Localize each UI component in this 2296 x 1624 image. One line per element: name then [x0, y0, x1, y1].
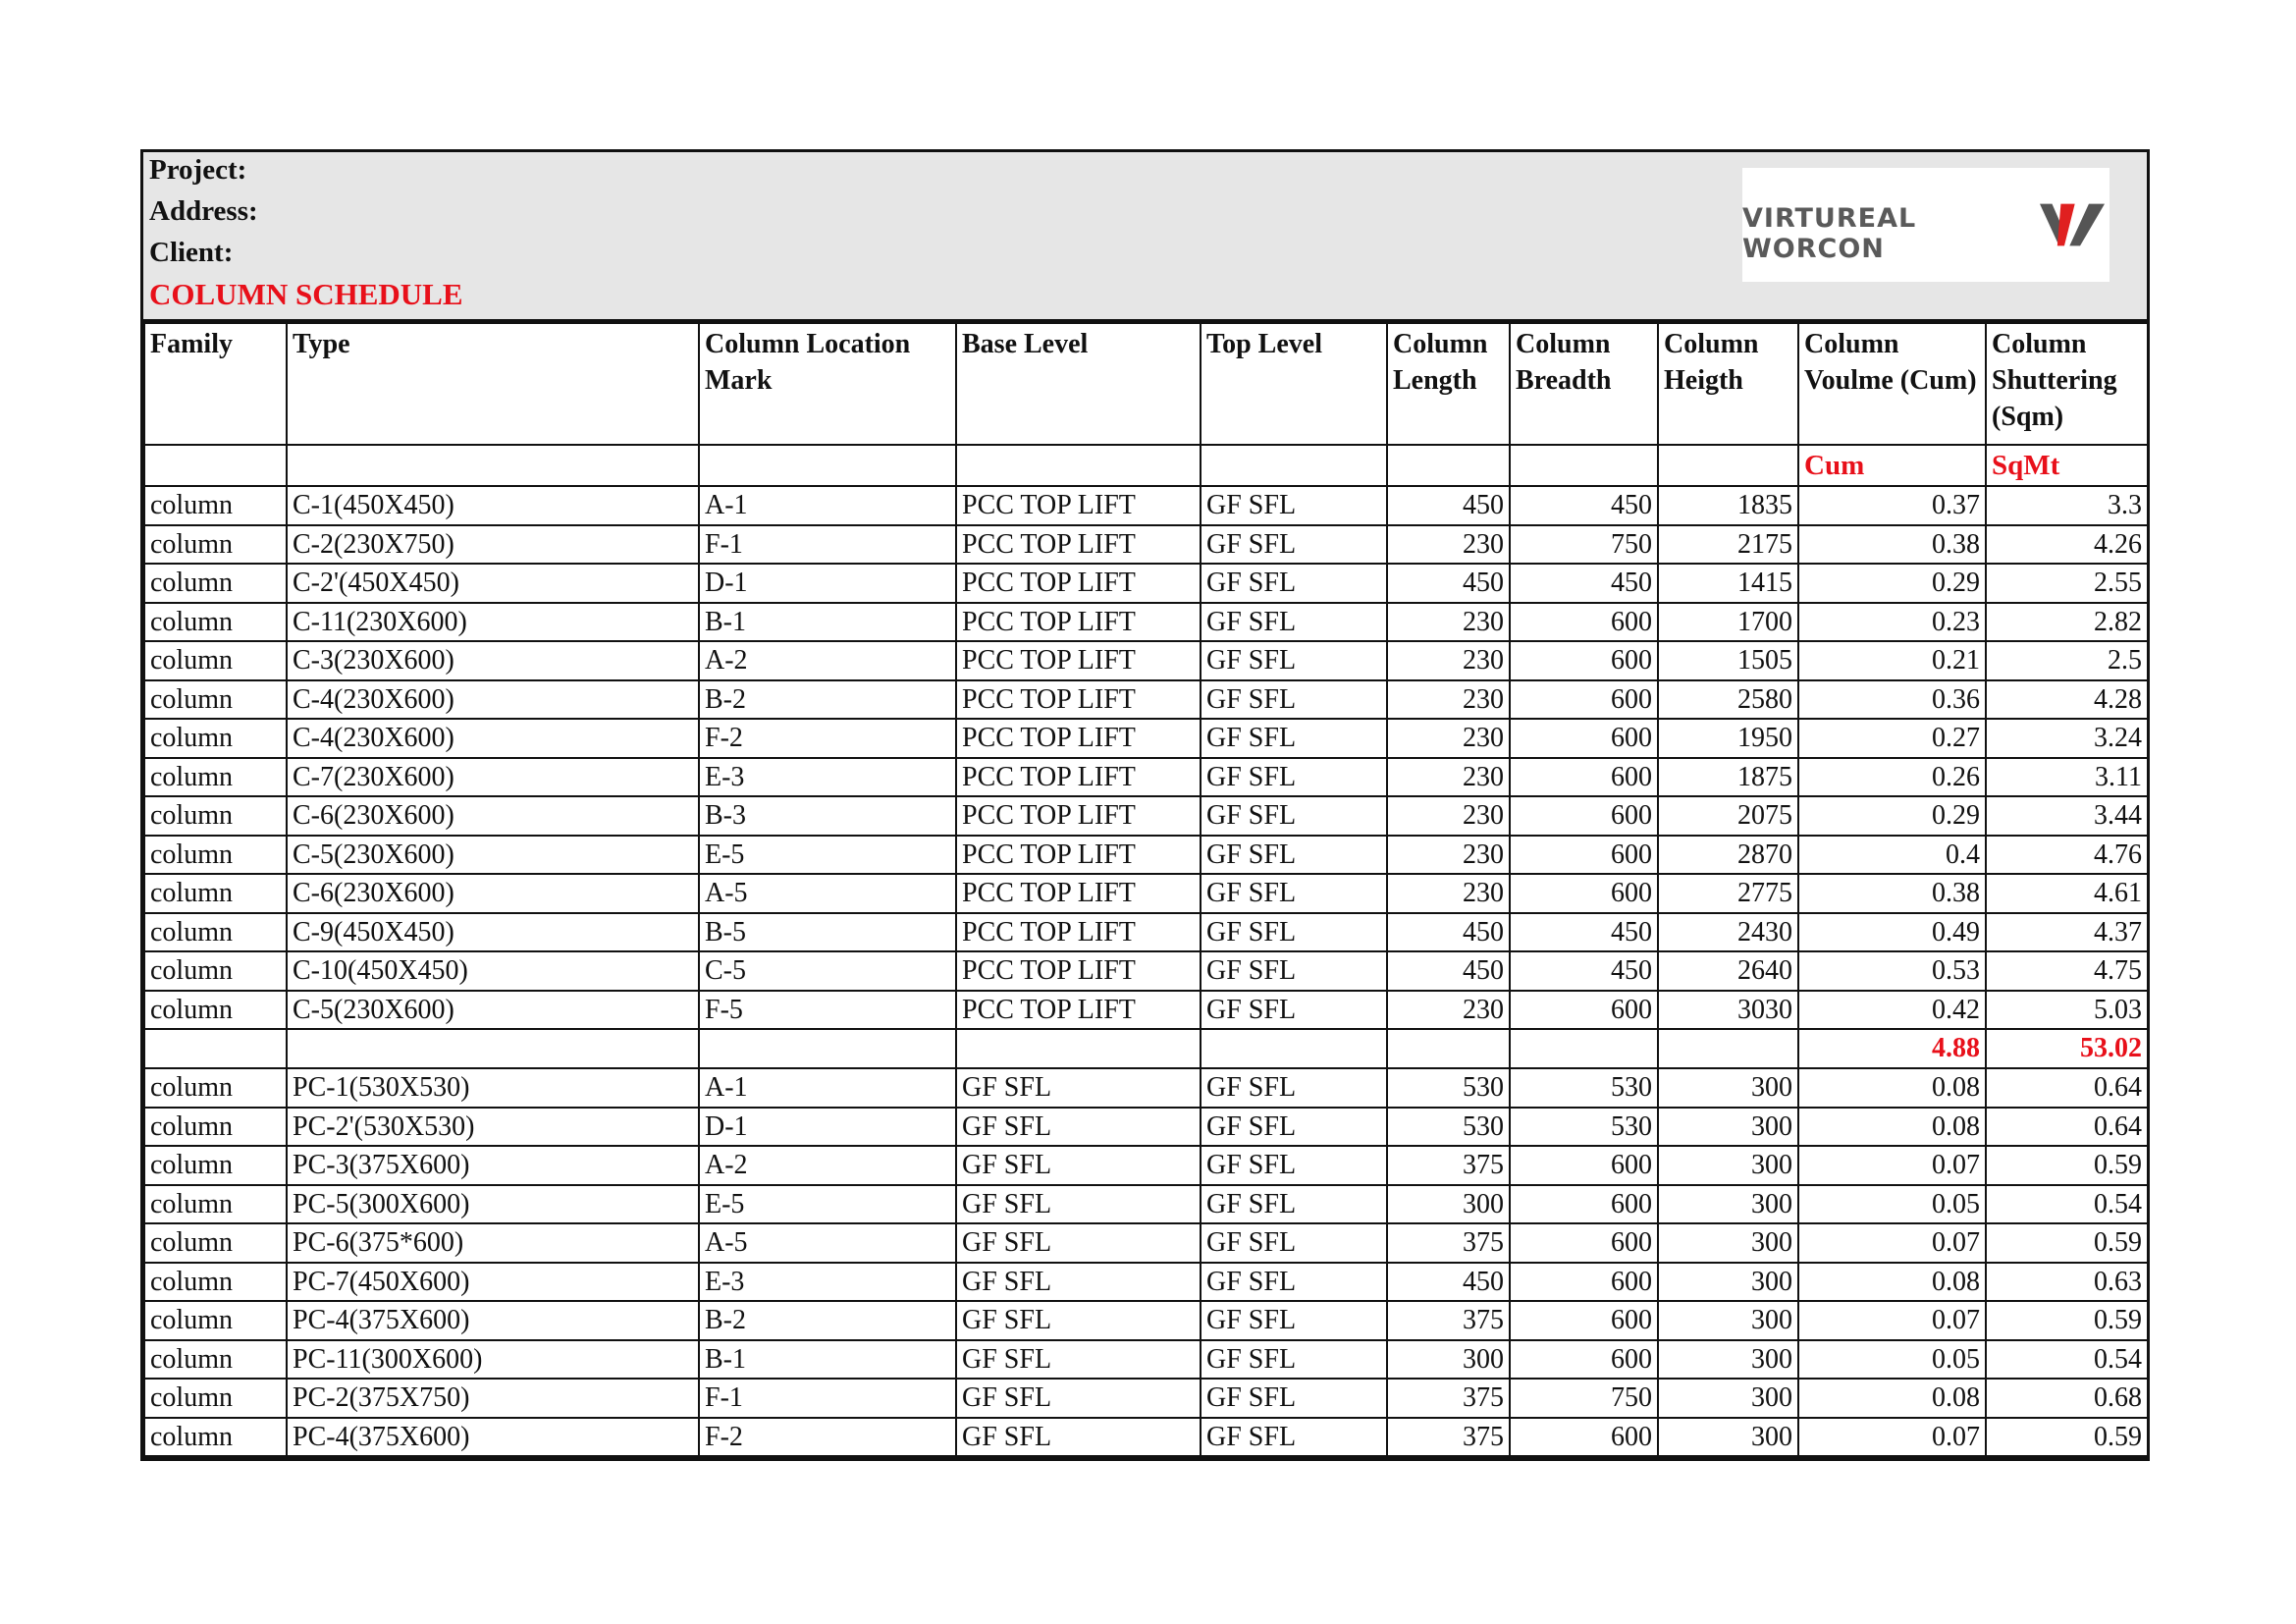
- cell-family: column: [144, 836, 287, 875]
- cell-height: 2075: [1658, 796, 1798, 836]
- cell-volume: 0.4: [1798, 836, 1986, 875]
- cell-height: 300: [1658, 1108, 1798, 1147]
- cell-length: 230: [1387, 641, 1510, 680]
- cell-height: 2430: [1658, 913, 1798, 952]
- cell-length: 530: [1387, 1068, 1510, 1108]
- cell-shuttering: 0.59: [1986, 1418, 2148, 1457]
- cell-top-level: GF SFL: [1201, 1223, 1387, 1263]
- cell-volume: 0.27: [1798, 719, 1986, 758]
- cell-family: column: [144, 874, 287, 913]
- cell-shuttering: 2.5: [1986, 641, 2148, 680]
- cell-family: column: [144, 680, 287, 720]
- cell-length: 375: [1387, 1146, 1510, 1185]
- cell-top-level: GF SFL: [1201, 1418, 1387, 1457]
- cell-base-level: PCC TOP LIFT: [956, 951, 1201, 991]
- cell-base-level: PCC TOP LIFT: [956, 913, 1201, 952]
- cell-breadth: 600: [1510, 1185, 1658, 1224]
- table-row: [144, 1379, 2148, 1418]
- table-row: [144, 991, 2148, 1030]
- cell-volume: 0.53: [1798, 951, 1986, 991]
- table-row: [144, 913, 2148, 952]
- table-row: [144, 874, 2148, 913]
- cell-family: column: [144, 1146, 287, 1185]
- cell-base-level: PCC TOP LIFT: [956, 486, 1201, 525]
- cell-base-level: PCC TOP LIFT: [956, 991, 1201, 1030]
- cell-family: column: [144, 951, 287, 991]
- cell-volume: 0.29: [1798, 564, 1986, 603]
- cell-type: PC-6(375*600): [287, 1223, 699, 1263]
- cell-shuttering: 3.3: [1986, 486, 2148, 525]
- cell-breadth: 600: [1510, 1418, 1658, 1457]
- cell-base-level: GF SFL: [956, 1068, 1201, 1108]
- cell-type: C-7(230X600): [287, 758, 699, 797]
- logo-text: VIRTUREAL WORCON: [1742, 203, 1917, 264]
- cell-top-level: GF SFL: [1201, 1379, 1387, 1418]
- cell-height: 300: [1658, 1068, 1798, 1108]
- cell-location-mark: B-2: [699, 680, 956, 720]
- cell-length: 530: [1387, 1108, 1510, 1147]
- cell-top-level: GF SFL: [1201, 641, 1387, 680]
- cell-volume: 0.29: [1798, 796, 1986, 836]
- cell-height: 300: [1658, 1379, 1798, 1418]
- header-height: Column Heigth: [1658, 323, 1798, 445]
- cell-length: 450: [1387, 951, 1510, 991]
- cell-breadth: 600: [1510, 758, 1658, 797]
- cell-type: C-3(230X600): [287, 641, 699, 680]
- cell-family: column: [144, 991, 287, 1030]
- cell-location-mark: B-1: [699, 1340, 956, 1380]
- cell-breadth: 450: [1510, 486, 1658, 525]
- cell-height: 2580: [1658, 680, 1798, 720]
- cell-family: column: [144, 603, 287, 642]
- cell-breadth: 600: [1510, 1301, 1658, 1340]
- cell-height: 300: [1658, 1340, 1798, 1380]
- empty-cell: [1510, 1029, 1658, 1068]
- cell-family: column: [144, 564, 287, 603]
- cell-volume: 0.21: [1798, 641, 1986, 680]
- cell-top-level: GF SFL: [1201, 874, 1387, 913]
- table-row: [144, 1108, 2148, 1147]
- cell-shuttering: 5.03: [1986, 991, 2148, 1030]
- cell-length: 230: [1387, 991, 1510, 1030]
- cell-breadth: 530: [1510, 1068, 1658, 1108]
- header-family: Family: [144, 323, 287, 445]
- cell-family: column: [144, 1301, 287, 1340]
- cell-type: PC-1(530X530): [287, 1068, 699, 1108]
- cell-base-level: PCC TOP LIFT: [956, 836, 1201, 875]
- cell-length: 300: [1387, 1185, 1510, 1224]
- cell-shuttering: 0.63: [1986, 1263, 2148, 1302]
- table-row: [144, 1340, 2148, 1380]
- cell-type: PC-11(300X600): [287, 1340, 699, 1380]
- cell-shuttering: 4.37: [1986, 913, 2148, 952]
- empty-cell: [144, 1029, 287, 1068]
- column-header-row: [144, 323, 2148, 445]
- cell-family: column: [144, 758, 287, 797]
- cell-top-level: GF SFL: [1201, 719, 1387, 758]
- cell-type: C-11(230X600): [287, 603, 699, 642]
- cell-breadth: 600: [1510, 836, 1658, 875]
- cell-location-mark: A-2: [699, 641, 956, 680]
- cell-shuttering: 2.82: [1986, 603, 2148, 642]
- cell-length: 230: [1387, 719, 1510, 758]
- cell-location-mark: E-3: [699, 1263, 956, 1302]
- cell-shuttering: 3.24: [1986, 719, 2148, 758]
- cell-volume: 0.07: [1798, 1418, 1986, 1457]
- cell-base-level: PCC TOP LIFT: [956, 719, 1201, 758]
- cell-family: column: [144, 525, 287, 565]
- cell-family: column: [144, 1108, 287, 1147]
- empty-cell: [956, 1029, 1201, 1068]
- cell-top-level: GF SFL: [1201, 486, 1387, 525]
- cell-length: 450: [1387, 564, 1510, 603]
- table-row: [144, 1223, 2148, 1263]
- empty-cell: [1201, 1029, 1387, 1068]
- cell-family: column: [144, 1185, 287, 1224]
- schedule-table: [143, 322, 2149, 1458]
- cell-type: PC-4(375X600): [287, 1301, 699, 1340]
- cell-volume: 0.07: [1798, 1301, 1986, 1340]
- cell-volume: 0.07: [1798, 1223, 1986, 1263]
- total-shuttering: 53.02: [1986, 1029, 2148, 1068]
- cell-length: 450: [1387, 913, 1510, 952]
- cell-base-level: PCC TOP LIFT: [956, 758, 1201, 797]
- cell-top-level: GF SFL: [1201, 1068, 1387, 1108]
- cell-shuttering: 2.55: [1986, 564, 2148, 603]
- header-volume: Column Voulme (Cum): [1798, 323, 1986, 445]
- cell-shuttering: 4.28: [1986, 680, 2148, 720]
- units-row: [144, 445, 2148, 486]
- cell-location-mark: B-5: [699, 913, 956, 952]
- cell-volume: 0.08: [1798, 1379, 1986, 1418]
- cell-location-mark: B-2: [699, 1301, 956, 1340]
- cell-height: 3030: [1658, 991, 1798, 1030]
- cell-breadth: 600: [1510, 991, 1658, 1030]
- cell-volume: 0.08: [1798, 1068, 1986, 1108]
- cell-length: 230: [1387, 758, 1510, 797]
- cell-volume: 0.08: [1798, 1108, 1986, 1147]
- cell-breadth: 750: [1510, 525, 1658, 565]
- cell-family: column: [144, 719, 287, 758]
- empty-cell: [1387, 1029, 1510, 1068]
- cell-location-mark: F-1: [699, 525, 956, 565]
- cell-shuttering: 4.76: [1986, 836, 2148, 875]
- cell-type: C-4(230X600): [287, 719, 699, 758]
- table-row: [144, 758, 2148, 797]
- client-label: Client:: [149, 237, 234, 268]
- cell-type: C-5(230X600): [287, 991, 699, 1030]
- cell-height: 1950: [1658, 719, 1798, 758]
- document-header: [143, 152, 2147, 322]
- empty-cell: [287, 1029, 699, 1068]
- cell-breadth: 450: [1510, 951, 1658, 991]
- logo-w-mark-icon: [2040, 197, 2109, 252]
- cell-location-mark: A-1: [699, 1068, 956, 1108]
- table-row: [144, 641, 2148, 680]
- cell-base-level: GF SFL: [956, 1301, 1201, 1340]
- cell-height: 300: [1658, 1263, 1798, 1302]
- table-row: [144, 1146, 2148, 1185]
- cell-volume: 0.38: [1798, 525, 1986, 565]
- cell-base-level: PCC TOP LIFT: [956, 874, 1201, 913]
- header-breadth: Column Breadth: [1510, 323, 1658, 445]
- cell-base-level: PCC TOP LIFT: [956, 641, 1201, 680]
- cell-location-mark: D-1: [699, 564, 956, 603]
- cell-type: PC-5(300X600): [287, 1185, 699, 1224]
- cell-height: 300: [1658, 1185, 1798, 1224]
- cell-height: 300: [1658, 1146, 1798, 1185]
- address-label: Address:: [149, 195, 258, 227]
- cell-base-level: PCC TOP LIFT: [956, 525, 1201, 565]
- cell-type: PC-2'(530X530): [287, 1108, 699, 1147]
- cell-height: 2175: [1658, 525, 1798, 565]
- cell-location-mark: B-1: [699, 603, 956, 642]
- table-row: [144, 836, 2148, 875]
- cell-top-level: GF SFL: [1201, 913, 1387, 952]
- cell-volume: 0.23: [1798, 603, 1986, 642]
- cell-breadth: 600: [1510, 1146, 1658, 1185]
- cell-shuttering: 0.64: [1986, 1068, 2148, 1108]
- column-schedule-sheet: [140, 149, 2150, 1461]
- cell-height: 1415: [1658, 564, 1798, 603]
- cell-location-mark: D-1: [699, 1108, 956, 1147]
- cell-location-mark: E-5: [699, 836, 956, 875]
- cell-breadth: 750: [1510, 1379, 1658, 1418]
- cell-shuttering: 3.44: [1986, 796, 2148, 836]
- cell-length: 300: [1387, 1340, 1510, 1380]
- table-row: [144, 1418, 2148, 1457]
- cell-top-level: GF SFL: [1201, 991, 1387, 1030]
- table-row: [144, 796, 2148, 836]
- cell-breadth: 530: [1510, 1108, 1658, 1147]
- cell-location-mark: A-5: [699, 874, 956, 913]
- cell-length: 230: [1387, 796, 1510, 836]
- cell-breadth: 450: [1510, 564, 1658, 603]
- table-row: [144, 1301, 2148, 1340]
- cell-top-level: GF SFL: [1201, 680, 1387, 720]
- cell-location-mark: F-1: [699, 1379, 956, 1418]
- shuttering-unit: SqMt: [1986, 445, 2148, 486]
- header-length: Column Length: [1387, 323, 1510, 445]
- cell-family: column: [144, 1418, 287, 1457]
- cell-shuttering: 0.59: [1986, 1146, 2148, 1185]
- cell-type: PC-2(375X750): [287, 1379, 699, 1418]
- table-row: [144, 951, 2148, 991]
- cell-height: 300: [1658, 1418, 1798, 1457]
- cell-volume: 0.08: [1798, 1263, 1986, 1302]
- project-label: Project:: [149, 154, 247, 186]
- cell-base-level: GF SFL: [956, 1146, 1201, 1185]
- cell-type: PC-7(450X600): [287, 1263, 699, 1302]
- cell-type: C-6(230X600): [287, 874, 699, 913]
- cell-breadth: 600: [1510, 1263, 1658, 1302]
- cell-length: 450: [1387, 1263, 1510, 1302]
- cell-length: 375: [1387, 1418, 1510, 1457]
- cell-volume: 0.49: [1798, 913, 1986, 952]
- cell-base-level: GF SFL: [956, 1340, 1201, 1380]
- cell-height: 1700: [1658, 603, 1798, 642]
- volume-unit: Cum: [1798, 445, 1986, 486]
- cell-type: C-10(450X450): [287, 951, 699, 991]
- cell-height: 300: [1658, 1301, 1798, 1340]
- table-row: [144, 525, 2148, 565]
- cell-volume: 0.42: [1798, 991, 1986, 1030]
- cell-type: PC-3(375X600): [287, 1146, 699, 1185]
- cell-breadth: 600: [1510, 641, 1658, 680]
- cell-type: C-2'(450X450): [287, 564, 699, 603]
- cell-family: column: [144, 1379, 287, 1418]
- cell-volume: 0.26: [1798, 758, 1986, 797]
- cell-height: 1505: [1658, 641, 1798, 680]
- cell-location-mark: C-5: [699, 951, 956, 991]
- cell-length: 230: [1387, 603, 1510, 642]
- cell-volume: 0.07: [1798, 1146, 1986, 1185]
- cell-volume: 0.36: [1798, 680, 1986, 720]
- page-title: COLUMN SCHEDULE: [149, 277, 463, 311]
- cell-type: C-5(230X600): [287, 836, 699, 875]
- cell-base-level: GF SFL: [956, 1223, 1201, 1263]
- cell-shuttering: 4.61: [1986, 874, 2148, 913]
- cell-length: 375: [1387, 1223, 1510, 1263]
- cell-shuttering: 0.59: [1986, 1301, 2148, 1340]
- cell-family: column: [144, 1263, 287, 1302]
- cell-shuttering: 4.26: [1986, 525, 2148, 565]
- table-row: [144, 680, 2148, 720]
- cell-family: column: [144, 641, 287, 680]
- cell-length: 375: [1387, 1379, 1510, 1418]
- cell-breadth: 450: [1510, 913, 1658, 952]
- cell-length: 450: [1387, 486, 1510, 525]
- cell-type: C-1(450X450): [287, 486, 699, 525]
- cell-top-level: GF SFL: [1201, 1185, 1387, 1224]
- header-location-mark: Column Location Mark: [699, 323, 956, 445]
- table-row: [144, 1263, 2148, 1302]
- header-shuttering: Column Shuttering (Sqm): [1986, 323, 2148, 445]
- cell-base-level: PCC TOP LIFT: [956, 796, 1201, 836]
- company-logo: [1742, 168, 2109, 282]
- cell-base-level: GF SFL: [956, 1379, 1201, 1418]
- table-row: [144, 1068, 2148, 1108]
- cell-shuttering: 3.11: [1986, 758, 2148, 797]
- cell-type: PC-4(375X600): [287, 1418, 699, 1457]
- cell-type: C-4(230X600): [287, 680, 699, 720]
- cell-height: 2775: [1658, 874, 1798, 913]
- header-type: Type: [287, 323, 699, 445]
- cell-shuttering: 0.59: [1986, 1223, 2148, 1263]
- cell-location-mark: F-2: [699, 1418, 956, 1457]
- cell-breadth: 600: [1510, 719, 1658, 758]
- cell-volume: 0.05: [1798, 1185, 1986, 1224]
- cell-length: 230: [1387, 874, 1510, 913]
- cell-location-mark: F-5: [699, 991, 956, 1030]
- cell-base-level: GF SFL: [956, 1418, 1201, 1457]
- cell-top-level: GF SFL: [1201, 1301, 1387, 1340]
- cell-type: C-9(450X450): [287, 913, 699, 952]
- cell-top-level: GF SFL: [1201, 525, 1387, 565]
- cell-breadth: 600: [1510, 603, 1658, 642]
- cell-breadth: 600: [1510, 680, 1658, 720]
- cell-shuttering: 0.64: [1986, 1108, 2148, 1147]
- cell-volume: 0.38: [1798, 874, 1986, 913]
- cell-height: 1835: [1658, 486, 1798, 525]
- table-row: [144, 1185, 2148, 1224]
- cell-length: 375: [1387, 1301, 1510, 1340]
- cell-volume: 0.37: [1798, 486, 1986, 525]
- table-row: [144, 719, 2148, 758]
- total-volume: 4.88: [1798, 1029, 1986, 1068]
- table-row: [144, 603, 2148, 642]
- cell-base-level: GF SFL: [956, 1263, 1201, 1302]
- empty-cell: [699, 1029, 956, 1068]
- cell-base-level: GF SFL: [956, 1185, 1201, 1224]
- cell-top-level: GF SFL: [1201, 836, 1387, 875]
- cell-breadth: 600: [1510, 1340, 1658, 1380]
- cell-base-level: GF SFL: [956, 1108, 1201, 1147]
- cell-height: 2870: [1658, 836, 1798, 875]
- cell-volume: 0.05: [1798, 1340, 1986, 1380]
- cell-breadth: 600: [1510, 1223, 1658, 1263]
- cell-type: C-2(230X750): [287, 525, 699, 565]
- cell-length: 230: [1387, 525, 1510, 565]
- cell-family: column: [144, 913, 287, 952]
- cell-location-mark: A-1: [699, 486, 956, 525]
- cell-breadth: 600: [1510, 874, 1658, 913]
- cell-location-mark: B-3: [699, 796, 956, 836]
- cell-top-level: GF SFL: [1201, 1146, 1387, 1185]
- cell-top-level: GF SFL: [1201, 796, 1387, 836]
- cell-base-level: PCC TOP LIFT: [956, 680, 1201, 720]
- table-row: [144, 564, 2148, 603]
- cell-family: column: [144, 486, 287, 525]
- cell-shuttering: 4.75: [1986, 951, 2148, 991]
- cell-top-level: GF SFL: [1201, 1263, 1387, 1302]
- cell-top-level: GF SFL: [1201, 1108, 1387, 1147]
- cell-height: 300: [1658, 1223, 1798, 1263]
- cell-shuttering: 0.68: [1986, 1379, 2148, 1418]
- cell-top-level: GF SFL: [1201, 603, 1387, 642]
- totals-row: [144, 1029, 2148, 1068]
- cell-top-level: GF SFL: [1201, 758, 1387, 797]
- cell-family: column: [144, 1340, 287, 1380]
- cell-height: 1875: [1658, 758, 1798, 797]
- cell-location-mark: A-2: [699, 1146, 956, 1185]
- cell-base-level: PCC TOP LIFT: [956, 564, 1201, 603]
- cell-location-mark: E-5: [699, 1185, 956, 1224]
- cell-shuttering: 0.54: [1986, 1185, 2148, 1224]
- cell-family: column: [144, 1223, 287, 1263]
- cell-length: 230: [1387, 680, 1510, 720]
- header-base-level: Base Level: [956, 323, 1201, 445]
- cell-breadth: 600: [1510, 796, 1658, 836]
- cell-base-level: PCC TOP LIFT: [956, 603, 1201, 642]
- cell-location-mark: F-2: [699, 719, 956, 758]
- empty-cell: [1658, 1029, 1798, 1068]
- cell-shuttering: 0.54: [1986, 1340, 2148, 1380]
- header-top-level: Top Level: [1201, 323, 1387, 445]
- cell-top-level: GF SFL: [1201, 564, 1387, 603]
- cell-family: column: [144, 796, 287, 836]
- cell-type: C-6(230X600): [287, 796, 699, 836]
- cell-top-level: GF SFL: [1201, 951, 1387, 991]
- cell-top-level: GF SFL: [1201, 1340, 1387, 1380]
- table-row: [144, 486, 2148, 525]
- cell-location-mark: A-5: [699, 1223, 956, 1263]
- cell-location-mark: E-3: [699, 758, 956, 797]
- cell-family: column: [144, 1068, 287, 1108]
- cell-length: 230: [1387, 836, 1510, 875]
- cell-height: 2640: [1658, 951, 1798, 991]
